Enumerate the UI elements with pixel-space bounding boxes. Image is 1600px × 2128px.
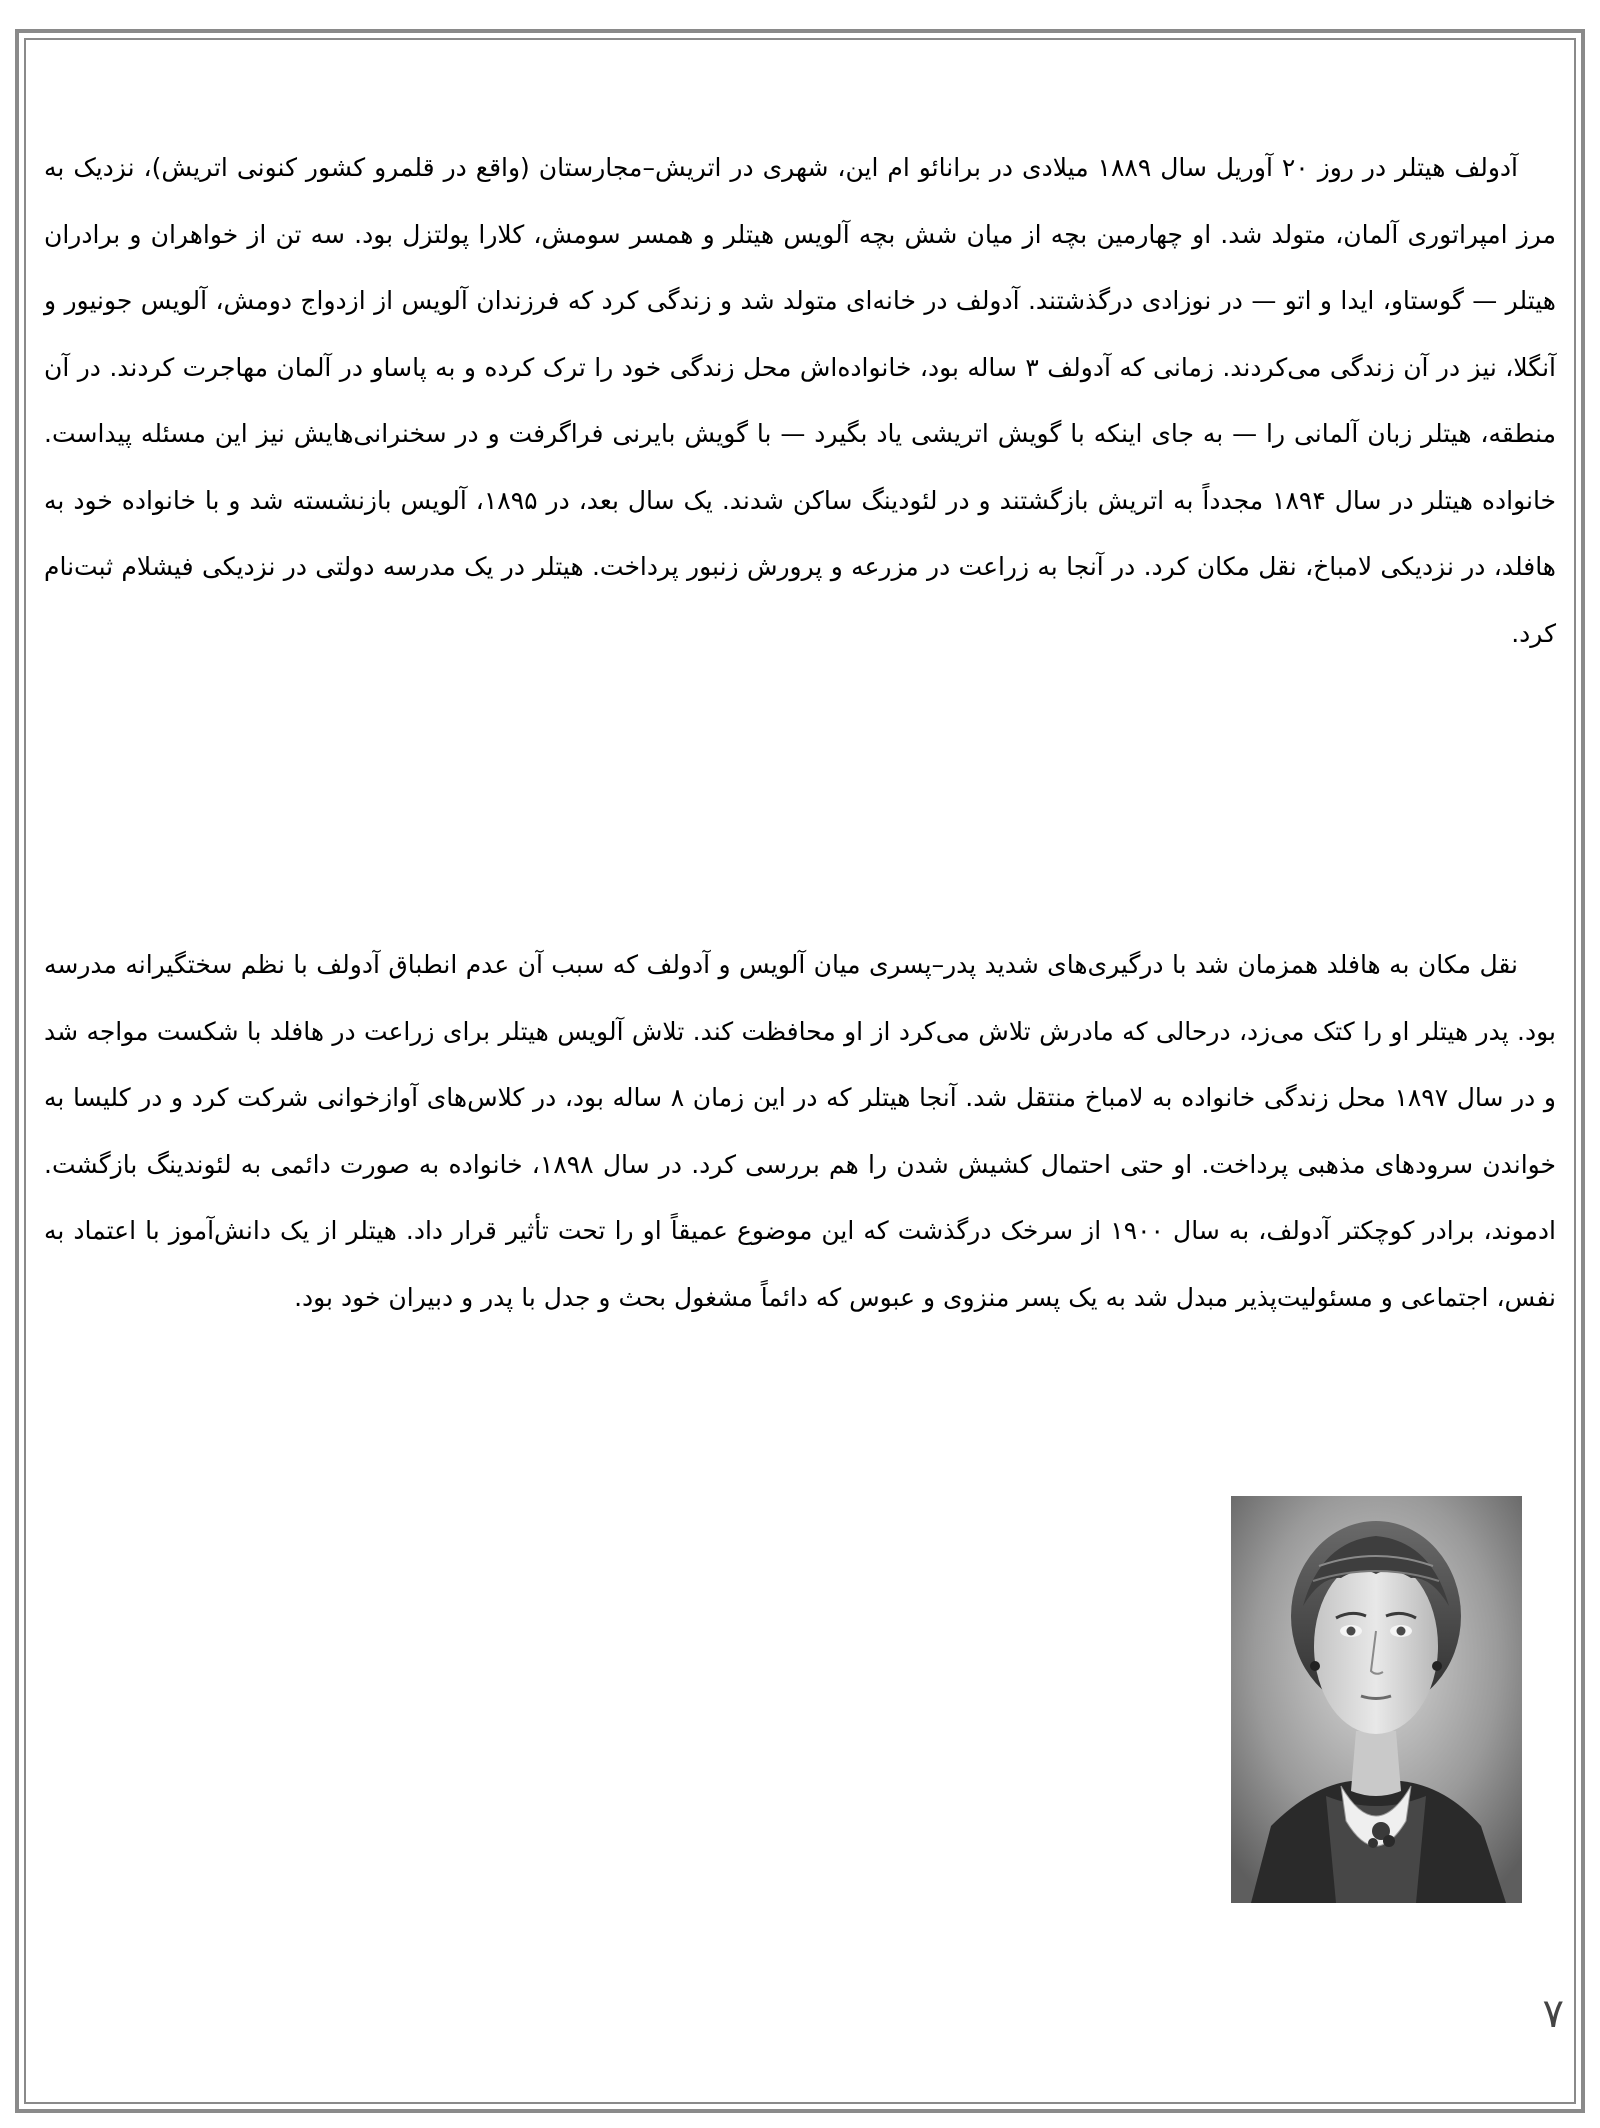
paragraph-birth-and-childhood: آدولف هیتلر در روز ۲۰ آوریل سال ۱۸۸۹ میلادی در برانائو ام این، شهری در اتریش–مجارستان (واقع در قلمرو کشور کنونی اتریش)، نزدیک به مرز امپراتوری آلمان، متولد شد. او چهارمین بچه از میان شش بچه آلویس هیتلر و همسر سومش، کلارا پولتزل بود. سه تن از خواهران و برادران هیتلر — گوستاو، ایدا و اتو — در نوزادی درگذشتند. آدولف در خانه‌ای متولد شد و زندگی کرد که فرزندان آلویس از ازدواج دومش، آلویس جونیور و آنگلا، نیز در آن زندگی می‌کردند. زمانی که آدولف ۳ ساله بود، خانواده‌اش محل زندگی خود را ترک کرده و به پاساو در آلمان مهاجرت کردند. در آن منطقه، هیتلر زبان آلمانی را — به جای اینکه با گویش اتریشی یاد بگیرد — با گویش بایرنی فراگرفت و در سخنرانی‌هایش نیز این مسئله پیداست. خانواده هیتلر در سال ۱۸۹۴ مجدداً به اتریش بازگشتند و در لئودینگ ساکن شدند. یک سال بعد، در ۱۸۹۵، آلویس بازنشسته شد و با خانواده خود به هافلد، در نزدیکی لامباخ، نقل مکان کرد. در آنجا به زراعت در مزرعه و پرورش زنبور پرداخت. هیتلر در یک مدرسه دولتی در نزدیکی فیشلام ثبت‌نام کرد. (44, 153, 1557, 648)
portrait-photo (1231, 1496, 1522, 1903)
paragraph-hafeld-and-leonding: نقل مکان به هافلد همزمان شد با درگیری‌های شدید پدر–پسری میان آلویس و آدولف که سبب آن عدم انطباق آدولف با نظم سختگیرانه مدرسه بود. پدر هیتلر او را کتک می‌زد، درحالی که مادرش تلاش می‌کرد از او محافظت کند. تلاش آلویس هیتلر برای زراعت در هافلد با شکست مواجه شد و در سال ۱۸۹۷ محل زندگی خانواده به لامباخ منتقل شد. آنجا هیتلر که در این زمان ۸ ساله بود، در کلاس‌های آوازخوانی شرکت کرد و در کلیسا به خواندن سرودهای مذهبی پرداخت. او حتی احتمال کشیش شدن را هم بررسی کرد. در سال ۱۸۹۸، خانواده به صورت دائمی به لئوندینگ بازگشت. ادموند، برادر کوچکتر آدولف، به سال ۱۹۰۰ از سرخک درگذشت که این موضوع عمیقاً او را تحت تأثیر قرار داد. هیتلر از یک دانش‌آموز با اعتماد به نفس، اجتماعی و مسئولیت‌پذیر مبدل شد به یک پسر منزوی و عبوس که دائماً مشغول بحث و جدل با پدر و دبیران خود بود. (44, 950, 1557, 1312)
page-number: ۷ (1542, 1991, 1564, 2037)
